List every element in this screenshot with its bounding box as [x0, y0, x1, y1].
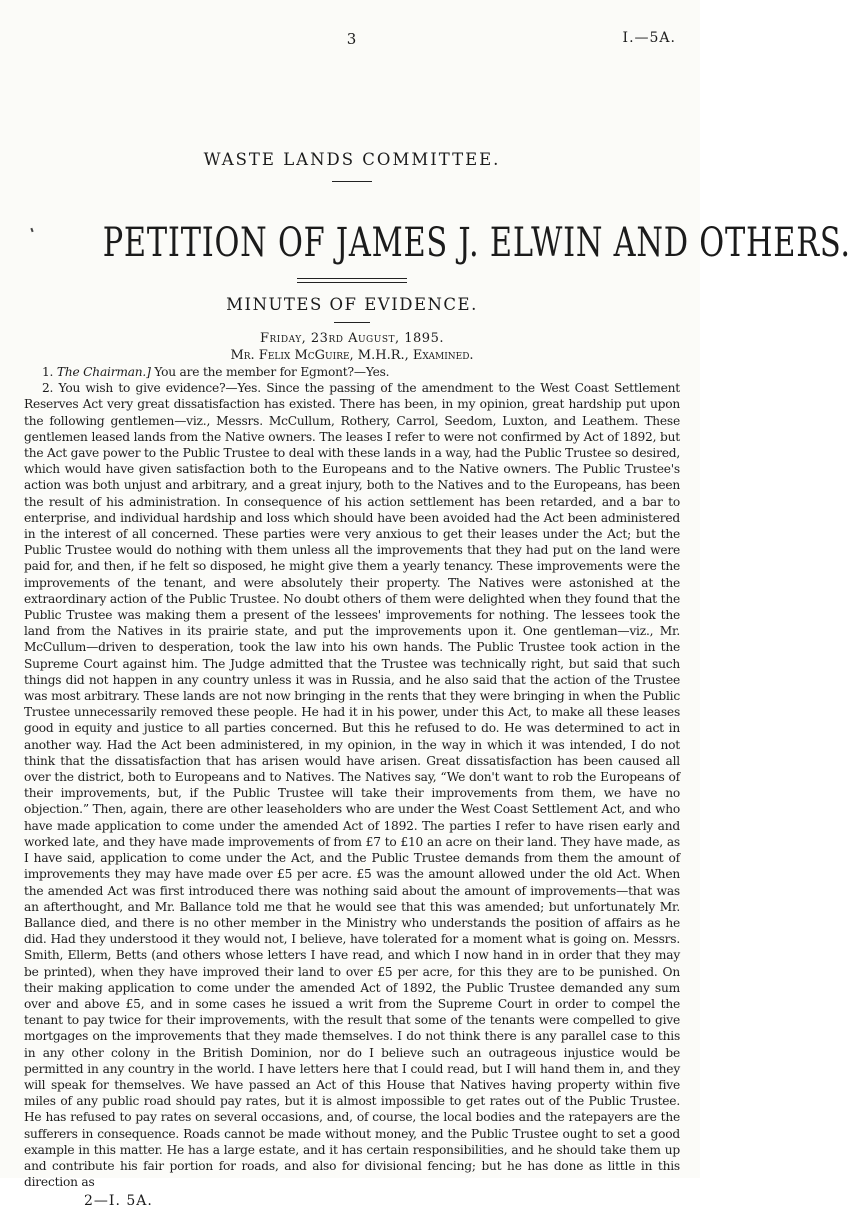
page-number: 3 [346, 30, 358, 48]
margin-mark [30, 228, 33, 232]
evidence-body [24, 364, 680, 1190]
short-rule-2 [334, 322, 370, 323]
question-number: 1. [42, 365, 57, 379]
paragraph-text: You are the member for Egmont?—Yes. [150, 365, 390, 379]
double-rule [297, 278, 407, 283]
question-number: 2. [42, 381, 59, 396]
committee-title: WASTE LANDS COMMITTEE. [203, 150, 501, 169]
document-reference: I.—5A. [622, 30, 676, 46]
hearing-date: Friday, 23rd August, 1895. [260, 331, 444, 346]
witness-heading: Mr. Felix McGuire, M.H.R., Examined. [230, 348, 474, 363]
evidence-paragraph-2 [24, 380, 680, 1190]
speaker-label: The Chairman.] [56, 365, 151, 379]
paragraph-text: You wish to give evidence?—Yes. Since the passing of the amendment to the West Coast Settlement Reserves Act very great dissatisfaction has existed. There has been, in my opinion, great hardship put upon the following gentlemen—viz., Messrs. McCullum, Rothery, Carrol, Seedom, Luxton, and Leathem. These gentlemen leased lands from the Native owners. The leases I refer to were not confirmed by Act of 1892, but the Act gave power to the Public Trustee to deal with these lands in a way, had the Public Trustee so desired, which would have given satisfaction both to the Europeans and to the Native owners. The Public Trustee's action was both unjust and arbitrary, and a great injury, both to the Natives and to the Europeans, has been the result of his administration. In consequence of his action settlement has been retarded, and a bar to enterprise, and individual hardship and loss which should have been avoided had the Act been administered in the interest of all concerned. These parties were very anxious to get their leases under the Act; but the Public Trustee would do nothing with them unless all the improvements that they had put on the land were paid for, and then, if he felt so disposed, he might give them a yearly tenancy. These improvements were the improvements of the tenant, and were absolutely their property. The Natives were astonished at the extraordinary action of the Public Trustee. No doubt others of them were delighted when they found that the Public Trustee was making them a present of the lessees' improvements for nothing. The lessees took the land from the Natives in its prairie state, and put the improvements upon it. One gentleman—viz., Mr. McCullum—driven to desperation, took the law into his own hands. The Public Trustee took action in the Supreme Court against him. The Judge admitted that the Trustee was technically right, but said that such things did not happen in any country unless it was in Russia, and he also said that the action of the Trustee was most arbitrary. These lands are not now bringing in the rents that they were bringing in when the Public Trustee unnecessarily removed these people. He had it in his power, under this Act, to make all these leases good in equity and justice to all parties concerned. But this he refused to do. He was determined to act in another way. Had the Act been administered, in my opinion, in the way in which it was intended, I do not think that the dissatisfaction that has arisen would have arisen. Great dissatisfaction has been caused all over the district, both to Europeans and to Natives. The Natives say, “We don't want to rob the Europeans of their improvements, but, if the Public Trustee will take their improvements from them, we have no objection.” Then, again, there are other leaseholders who are under the West Coast Settlement Act, and who have made application to come under the amended Act of 1892. The parties I refer to have risen early and worked late, and they have made improvements of from £7 to £10 an acre on their land. They have made, as I have said, application to come under the Act, and the Public Trustee demands from them the amount of improvements they may have made over £5 per acre. £5 was the amount allowed under the old Act. When the amended Act was first introduced there was nothing said about the amount of improvements—that was an afterthought, and Mr. Ballance told me that he would see that this was amended; but unfortunately Mr. Ballance died, and there is no other member in the Ministry who understands the position of affairs as he did. Had they understood it they would not, I believe, have tolerated for a moment what is going on. Messrs. Smith, Ellerm, Betts (and others whose letters I have read, and which I now hand in in order that they may be printed), when they have improved their land to over £5 per acre, for this they are to be punished. On their making application to come under the amended Act of 1892, the Public Trustee demanded any sum over and above £5, and in some cases he issued a writ from the Supreme Court in order to compel the tenant to pay twice for their improvements, with the result that some of the tenants were compelled to give mortgages on the improvements that they made themselves. I do not think there is any parallel case to this in any other colony in the British Dominion, nor do I believe such an outrageous injustice would be permitted in any country in the world. I have letters here that I could read, but I will hand them in, and they will speak for themselves. We have passed an Act of this House that Natives having property within five miles of any public road should pay rates, but it is almost impossible to get rates out of the Public Trustee. He has refused to pay rates on several occasions, and, of course, the local bodies and the ratepayers are the sufferers in consequence. Roads cannot be made without money, and the Public Trustee ought to set a good example in this matter. He has a large estate, and it has certain responsibilities, and he should take them up and contribute his fair portion for roads, and also for divisional fencing; but he has done as little in this direction as [24, 381, 680, 1190]
minutes-title: MINUTES OF EVIDENCE. [226, 295, 478, 314]
short-rule [332, 181, 372, 182]
footer-signature-ref: 2—I. 5A. [84, 1193, 153, 1209]
evidence-paragraph-1 [24, 364, 680, 380]
page-header [24, 30, 680, 54]
petition-title: PETITION OF JAMES J. ELWIN AND OTHERS. [102, 220, 851, 266]
